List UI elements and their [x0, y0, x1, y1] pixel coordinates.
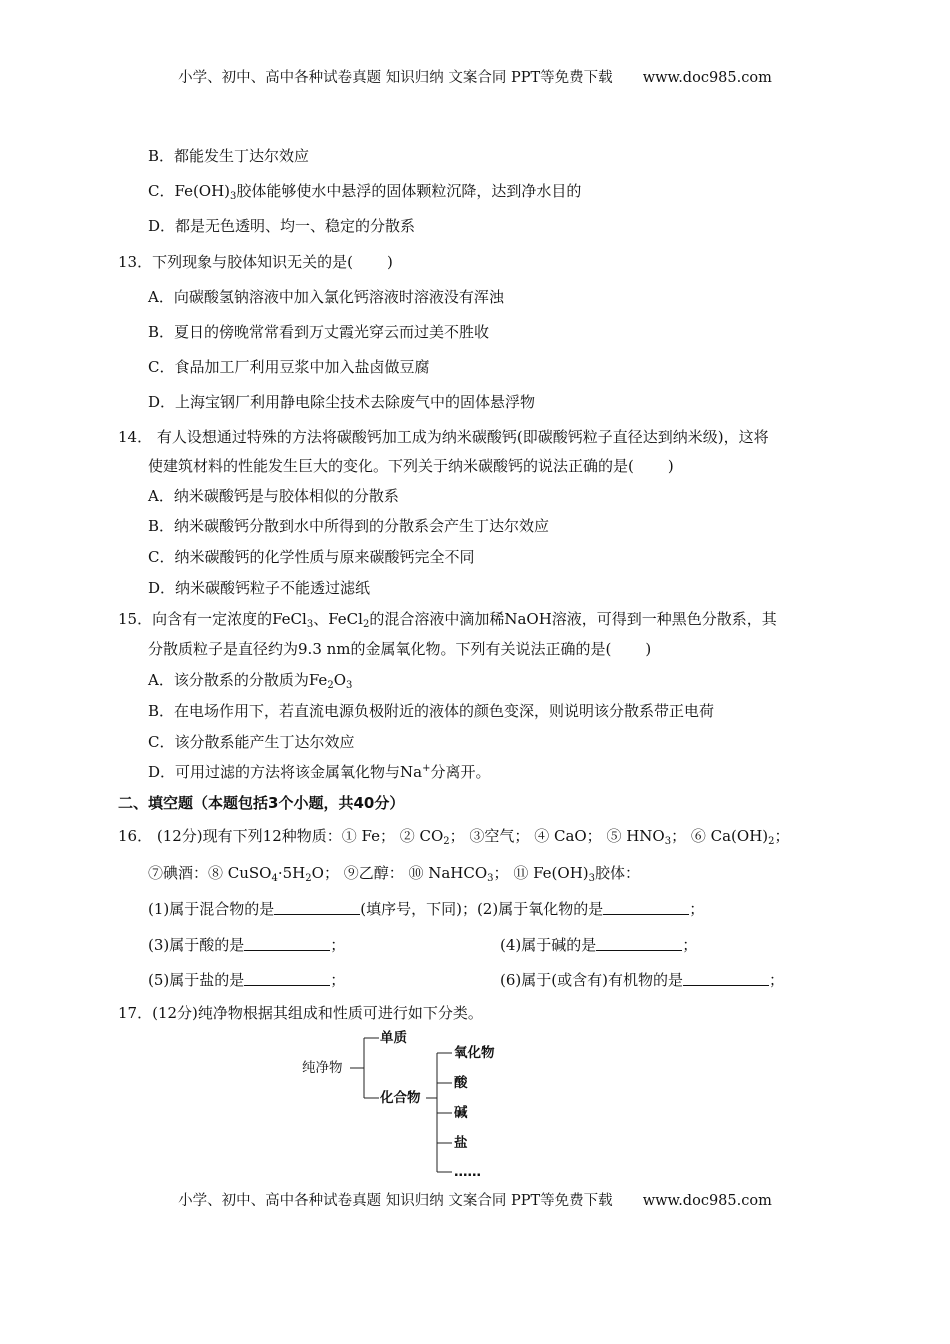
- diagram-leaf-ellipsis: ……: [454, 1164, 481, 1180]
- diagram-leaf-oxide: 氧化物: [454, 1045, 495, 1061]
- diagram-lines: [300, 1026, 530, 1186]
- q15-option-a: A．该分散系的分散质为$Fe_2O_3$: [148, 671, 353, 691]
- q14-stem-line1: 14． 有人设想通过特殊的方法将碳酸钙加工成为纳米碳酸钙(即碳酸钙粒子直径达到纳米级)，这将: [118, 428, 769, 446]
- q13-option-a: A．向碳酸氢钠溶液中加入氯化钙溶液时溶液没有浑浊: [148, 288, 504, 306]
- footer-text: 小学、初中、高中各种试卷真题 知识归纳 文案合同 PPT等免费下载: [178, 1193, 613, 1209]
- q14-option-b: B．纳米碳酸钙分散到水中所得到的分散系会产生丁达尔效应: [148, 517, 550, 535]
- q13-option-c: C．食品加工厂利用豆浆中加入盐卤做豆腐: [148, 358, 430, 376]
- q16-part-5: (5)属于盐的是 ；: [148, 971, 346, 989]
- q16-parts-1-2: (1)属于混合物的是 (填序号，下同)；(2)属于氧化物的是 ；: [148, 900, 705, 918]
- answer-blank-3[interactable]: [244, 936, 330, 951]
- q15-option-d: D．可用过滤的方法将该金属氧化物与Na+分离开。: [148, 763, 491, 781]
- q12-option-d: D．都是无色透明、均一、稳定的分散系: [148, 217, 416, 235]
- q13-stem: 13．下列现象与胶体知识无关的是( ): [118, 253, 393, 271]
- q15-option-c: C．该分散系能产生丁达尔效应: [148, 733, 355, 751]
- q14-option-d: D．纳米碳酸钙粒子不能透过滤纸: [148, 579, 371, 597]
- q16-stem-line1: 16． (12分)现有下列12种物质：① Fe； ② $CO_2$； ③空气； ④ CaO； ⑤ $HNO_3$； ⑥ $Ca(OH)_2$；: [118, 827, 790, 847]
- q16-part-3: (3)属于酸的是 ；: [148, 936, 346, 954]
- page-header: [0, 68, 950, 88]
- diagram-branch-compound: 化合物: [380, 1090, 421, 1106]
- q17-stem: 17．(12分)纯净物根据其组成和性质可进行如下分类。: [118, 1004, 483, 1022]
- diagram-leaf-salt: 盐: [454, 1135, 468, 1151]
- q15-stem-line2: 分散质粒子是直径约为9.3 nm的金属氧化物。下列有关说法正确的是( ): [148, 640, 652, 658]
- header-site: www.doc985.com: [642, 70, 772, 86]
- answer-blank-1[interactable]: [274, 900, 360, 915]
- header-text: 小学、初中、高中各种试卷真题 知识归纳 文案合同 PPT等免费下载: [178, 70, 613, 86]
- q16-stem-line2: ⑦碘酒：⑧ $CuSO_4\cdot 5H_2O$； ⑨乙醇： ⑩ NaHCO$_3$； ⑪ $Fe(OH)_3$胶体：: [148, 864, 641, 884]
- diagram-branch-element: 单质: [380, 1030, 407, 1046]
- footer-site: www.doc985.com: [642, 1193, 772, 1209]
- q14-option-c: C．纳米碳酸钙的化学性质与原来碳酸钙完全不同: [148, 548, 475, 566]
- q14-stem-line2: 使建筑材料的性能发生巨大的变化。下列关于纳米碳酸钙的说法正确的是( ): [148, 457, 674, 475]
- diagram-root: 纯净物: [302, 1060, 343, 1076]
- q12-option-b: B．都能发生丁达尔效应: [148, 147, 310, 165]
- q13-option-d: D．上海宝钢厂利用静电除尘技术去除废气中的固体悬浮物: [148, 393, 536, 411]
- q16-part-6: (6)属于(或含有)有机物的是 ；: [500, 971, 784, 989]
- q12-option-c: C．$Fe(OH)_3$胶体能够使水中悬浮的固体颗粒沉降，达到净水目的: [148, 182, 582, 202]
- q15-option-b: B．在电场作用下，若直流电源负极附近的液体的颜色变深，则说明该分散系带正电荷: [148, 702, 715, 720]
- diagram-leaf-base: 碱: [454, 1105, 468, 1121]
- q13-option-b: B．夏日的傍晚常常看到万丈霞光穿云而过美不胜收: [148, 323, 490, 341]
- q15-stem-line1: 15．向含有一定浓度的FeCl$_3$、FeCl$_2$的混合溶液中滴加稀NaOH溶液，可得到一种黑色分散系，其: [118, 610, 777, 630]
- classification-diagram: [300, 1026, 530, 1186]
- page-footer: [0, 1191, 950, 1211]
- answer-blank-2[interactable]: [603, 900, 689, 915]
- answer-blank-6[interactable]: [683, 971, 769, 986]
- q16-part-4: (4)属于碱的是 ；: [500, 936, 698, 954]
- q14-option-a: A．纳米碳酸钙是与胶体相似的分散系: [148, 487, 399, 505]
- answer-blank-5[interactable]: [244, 971, 330, 986]
- diagram-leaf-acid: 酸: [454, 1075, 468, 1091]
- answer-blank-4[interactable]: [596, 936, 682, 951]
- section2-title: 二、填空题（本题包括3个小题，共40分）: [118, 794, 405, 812]
